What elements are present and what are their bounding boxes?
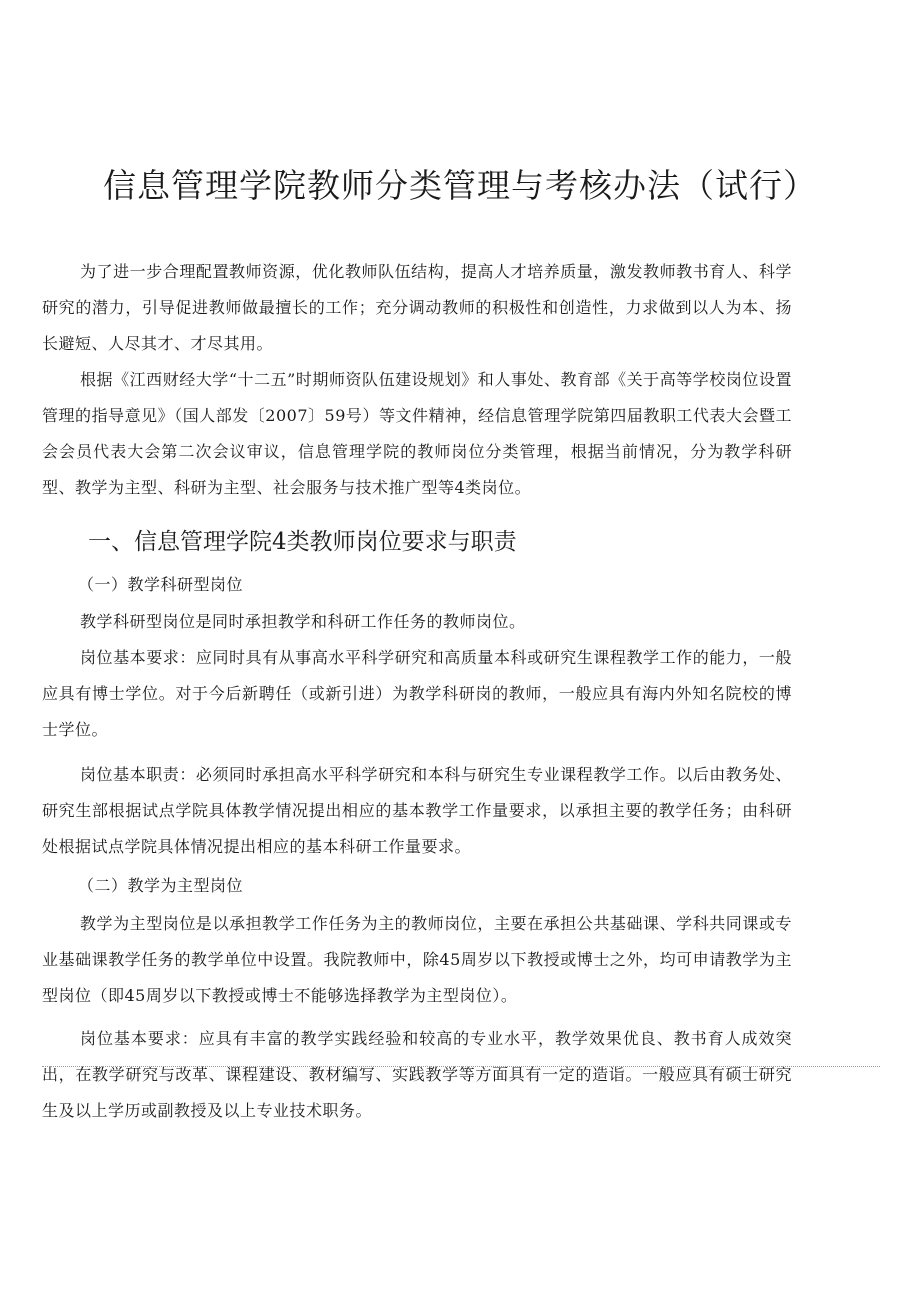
- subsection-heading-1: （一）教学科研型岗位: [78, 575, 244, 594]
- document-title: 信息管理学院教师分类管理与考核办法（试行）: [103, 166, 817, 206]
- paragraph-teaching-research-duties: 岗位基本职责：必须同时承担高水平科学研究和本科与研究生专业课程教学工作。以后由教务处、研究生部根据试点学院具体教学情况提出相应的基本教学工作量要求，以承担主要的教学任务；由科研处根据试点学院具体情况提出相应的基本科研工作量要求。: [42, 765, 792, 856]
- paragraph-purpose: 为了进一步合理配置教师资源，优化教师队伍结构，提高人才培养质量，激发教师教书育人、科学研究的潜力，引导促进教师做最擅长的工作；充分调动教师的积极性和创造性，力求做到以人为本、扬长避短、人尽其才、才尽其用。: [42, 262, 792, 353]
- paragraph-teaching-research-definition: 教学科研型岗位是同时承担教学和科研工作任务的教师岗位。: [80, 612, 526, 631]
- paragraph-teaching-focused-definition: 教学为主型岗位是以承担教学工作任务为主的教师岗位，主要在承担公共基础课、学科共同课或专业基础课教学任务的教学单位中设置。我院教师中，除45周岁以下教授或博士之外，均可申请教学为主型岗位（即45周岁以下教授或博士不能够选择教学为主型岗位）。: [42, 914, 792, 1005]
- paragraph-teaching-focused-requirements: 岗位基本要求：应具有丰富的教学实践经验和较高的专业水平，教学效果优良、教书育人成效突出，在教学研究与改革、课程建设、教材编写、实践教学等方面具有一定的造诣。一般应具有硕士研究生及以上学历或副教授及以上专业技术职务。: [42, 1029, 792, 1120]
- dotted-divider: [42, 1066, 880, 1067]
- section-heading-1: 一、信息管理学院4类教师岗位要求与职责: [88, 529, 517, 555]
- paragraph-teaching-research-requirements: 岗位基本要求：应同时具有从事高水平科学研究和高质量本科或研究生课程教学工作的能力，一般应具有博士学位。对于今后新聘任（或新引进）为教学科研岗的教师，一般应具有海内外知名院校的博士学位。: [42, 648, 792, 739]
- paragraph-basis: 根据《江西财经大学“十二五”时期师资队伍建设规划》和人事处、教育部《关于高等学校岗位设置管理的指导意见》（国人部发〔2007〕59号）等文件精神，经信息管理学院第四届教职工代表大会暨工会会员代表大会第二次会议审议，信息管理学院的教师岗位分类管理，根据当前情况，分为教学科研型、教学为主型、科研为主型、社会服务与技术推广型等4类岗位。: [42, 370, 792, 497]
- subsection-heading-2: （二）教学为主型岗位: [78, 876, 244, 895]
